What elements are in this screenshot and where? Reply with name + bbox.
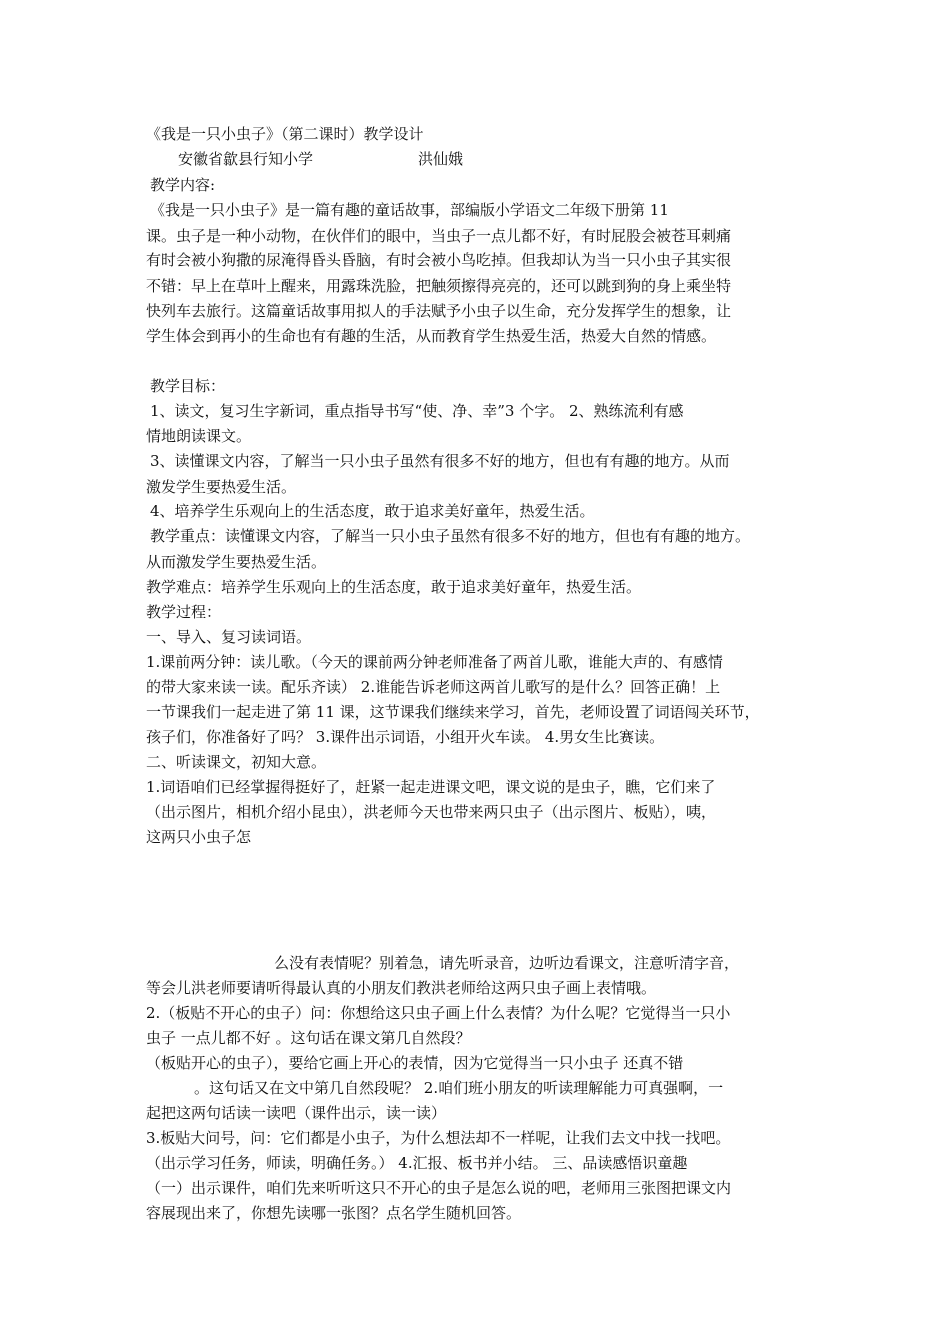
paragraph-line: 《我是一只小虫子》是一篇有趣的童话故事，部编版小学语文二年级下册第 11 <box>150 201 669 219</box>
school-name: 安徽省歙县行知小学 <box>178 150 314 168</box>
paragraph-line: 。这句话又在文中第几自然段呢？ 2.咱们班小朋友的听读理解能力可真强啊，一 <box>194 1079 724 1097</box>
paragraph-line: 么没有表情呢？别着急，请先听录音，边听边看课文，注意听清字音， <box>274 954 740 972</box>
paragraph-line: 的带大家来读一读。配乐齐读） 2.谁能告诉老师这两首儿歌写的是什么？回答正确！上 <box>146 678 721 696</box>
paragraph-line: 2.（板贴不开心的虫子）问：你想给这只虫子画上什么表情？为什么呢？它觉得当一只小 <box>146 1004 731 1022</box>
paragraph-line: 激发学生要热爱生活。 <box>146 478 297 496</box>
paragraph-line: 从而激发学生要热爱生活。 <box>146 553 327 571</box>
section-heading: 教学过程： <box>146 603 222 621</box>
paragraph-line: 4、培养学生乐观向上的生活态度，敢于追求美好童年，热爱生活。 <box>150 502 595 520</box>
paragraph-line: 孩子们，你准备好了吗？ 3.课件出示词语，小组开火车读。 4.男女生比赛读。 <box>146 728 665 746</box>
paragraph-line: （出示图片，相机介绍小昆虫），洪老师今天也带来两只虫子（出示图片、板贴），咦， <box>146 803 717 821</box>
paragraph-line: 这两只小虫子怎 <box>146 828 252 846</box>
paragraph-line: 等会儿洪老师要请听得最认真的小朋友们教洪老师给这两只虫子画上表情哦。 <box>146 979 657 997</box>
section-heading: 一、导入、复习读词语。 <box>146 628 312 646</box>
paragraph-line: 有时会被小狗撒的尿淹得昏头昏脑，有时会被小鸟吃掉。但我却认为当一只小虫子其实很 <box>146 251 732 269</box>
paragraph-line: 快列车去旅行。这篇童话故事用拟人的手法赋予小虫子以生命，充分发挥学生的想象，让 <box>146 302 732 320</box>
author-name: 洪仙娥 <box>418 150 464 168</box>
paragraph-line: 1.课前两分钟：读儿歌。（今天的课前两分钟老师准备了两首儿歌，谁能大声的、有感情 <box>146 653 723 671</box>
paragraph-line: （出示学习任务，师读，明确任务。） 4.汇报、板书并小结。 三、品读感悟识童趣 <box>146 1154 688 1172</box>
paragraph-line: 3、读懂课文内容，了解当一只小虫子虽然有很多不好的地方，但也有有趣的地方。从而 <box>150 452 730 470</box>
document-title: 《我是一只小虫子》（第二课时）教学设计 <box>146 125 424 143</box>
paragraph-line: 容展现出来了，你想先读哪一张图？点名学生随机回答。 <box>146 1204 522 1222</box>
paragraph-line: （一）出示课件，咱们先来听听这只不开心的虫子是怎么说的吧，老师用三张图把课文内 <box>146 1179 732 1197</box>
paragraph-line: 3.板贴大问号，问：它们都是小虫子，为什么想法却不一样呢，让我们去文中找一找吧。 <box>146 1129 731 1147</box>
paragraph-line: 不错：早上在草叶上醒来，用露珠洗脸，把触须擦得亮亮的，还可以跳到狗的身上乘坐特 <box>146 277 732 295</box>
paragraph-line: 情地朗读课文。 <box>146 427 252 445</box>
paragraph-line: 虫子 一点儿都不好 。这句话在课文第几自然段？ <box>146 1029 471 1047</box>
paragraph-line: 教学重点：读懂课文内容，了解当一只小虫子虽然有很多不好的地方，但也有有趣的地方。 <box>150 527 751 545</box>
section-heading: 二、听读课文，初知大意。 <box>146 753 327 771</box>
section-heading: 教学目标： <box>150 377 226 395</box>
paragraph-line: 1、读文，复习生字新词，重点指导书写“使、净、幸”3 个字。 2、熟练流利有感 <box>150 402 684 420</box>
paragraph-line: 教学难点：培养学生乐观向上的生活态度，敢于追求美好童年，热爱生活。 <box>146 578 642 596</box>
paragraph-line: 一节课我们一起走进了第 11 课，这节课我们继续来学习，首先，老师设置了词语闯关环节， <box>146 703 760 721</box>
paragraph-line: 课。虫子是一种小动物，在伙伴们的眼中，当虫子一点儿都不好，有时屁股会被苍耳刺痛 <box>146 227 732 245</box>
paragraph-line: 学生体会到再小的生命也有有趣的生活，从而教育学生热爱生活，热爱大自然的情感。 <box>146 327 717 345</box>
paragraph-line: 1.词语咱们已经掌握得挺好了，赶紧一起走进课文吧，课文说的是虫子，瞧，它们来了 <box>146 778 716 796</box>
paragraph-line: （板贴开心的虫子），要给它画上开心的表情，因为它觉得当一只小虫子 还真不错 <box>146 1054 684 1072</box>
section-heading: 教学内容: <box>150 176 216 194</box>
paragraph-line: 起把这两句话读一读吧（课件出示，读一读） <box>146 1104 447 1122</box>
